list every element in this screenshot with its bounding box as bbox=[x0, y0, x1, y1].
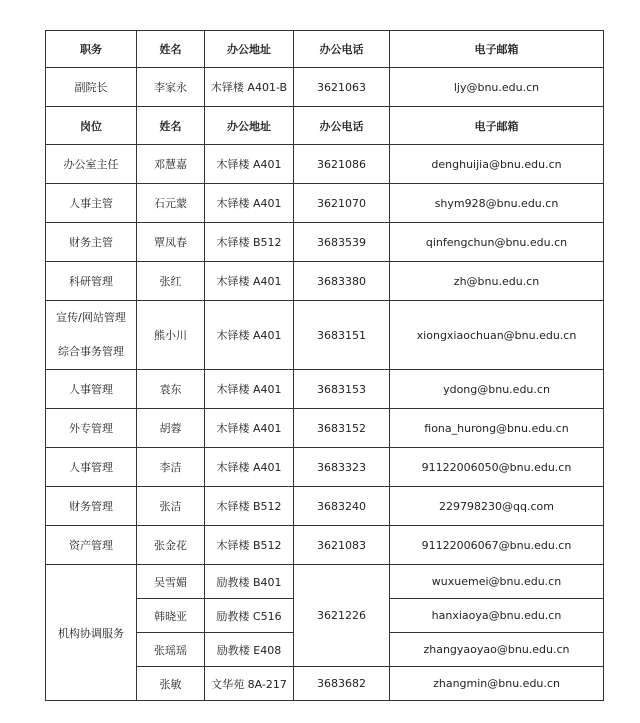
phone-cell: 3683323 bbox=[294, 448, 390, 487]
phone-cell: 3621086 bbox=[294, 145, 390, 184]
phone-cell: 3683539 bbox=[294, 223, 390, 262]
email-cell: zhangyaoyao@bnu.edu.cn bbox=[390, 633, 604, 667]
name-cell: 张洁 bbox=[137, 487, 205, 526]
email-cell: zhangmin@bnu.edu.cn bbox=[390, 667, 604, 701]
leader-row bbox=[46, 68, 604, 107]
header-email: 电子邮箱 bbox=[390, 31, 604, 68]
phone-cell: 3683380 bbox=[294, 262, 390, 301]
name-cell: 张敏 bbox=[137, 667, 205, 701]
staff-directory-table bbox=[45, 30, 604, 701]
header-phone: 办公电话 bbox=[294, 107, 390, 145]
name-cell: 邓慧嘉 bbox=[137, 145, 205, 184]
role-line-2: 综合事务管理 bbox=[58, 345, 124, 358]
name-cell: 张红 bbox=[137, 262, 205, 301]
phone-cell: 3683153 bbox=[294, 370, 390, 409]
header-address: 办公地址 bbox=[205, 107, 294, 145]
email-cell: zh@bnu.edu.cn bbox=[390, 262, 604, 301]
name-cell: 李洁 bbox=[137, 448, 205, 487]
phone-cell: 3683151 bbox=[294, 301, 390, 370]
email-cell: 91122006067@bnu.edu.cn bbox=[390, 526, 604, 565]
role-cell: 人事管理 bbox=[46, 370, 137, 409]
role-line-1: 宣传/网站管理 bbox=[56, 311, 126, 324]
leader-phone: 3621063 bbox=[294, 68, 390, 107]
header-row-top bbox=[46, 31, 604, 68]
address-cell: 励教楼 C516 bbox=[205, 599, 294, 633]
address-cell: 木铎楼 A401 bbox=[205, 448, 294, 487]
role-cell: 人事管理 bbox=[46, 448, 137, 487]
address-cell: 文华苑 8A-217 bbox=[205, 667, 294, 701]
header-name: 姓名 bbox=[137, 107, 205, 145]
table-row bbox=[46, 370, 604, 409]
name-cell: 张瑶瑶 bbox=[137, 633, 205, 667]
role-cell: 财务主管 bbox=[46, 223, 137, 262]
email-cell: fiona_hurong@bnu.edu.cn bbox=[390, 409, 604, 448]
address-cell: 木铎楼 B512 bbox=[205, 526, 294, 565]
name-cell: 韩晓亚 bbox=[137, 599, 205, 633]
table-row bbox=[46, 262, 604, 301]
header-role: 岗位 bbox=[46, 107, 137, 145]
header-name: 姓名 bbox=[137, 31, 205, 68]
table-row bbox=[46, 487, 604, 526]
address-cell: 木铎楼 A401 bbox=[205, 262, 294, 301]
leader-email: ljy@bnu.edu.cn bbox=[390, 68, 604, 107]
leader-name: 李家永 bbox=[137, 68, 205, 107]
name-cell: 张金花 bbox=[137, 526, 205, 565]
name-cell: 袁东 bbox=[137, 370, 205, 409]
address-cell: 励教楼 E408 bbox=[205, 633, 294, 667]
email-cell: qinfengchun@bnu.edu.cn bbox=[390, 223, 604, 262]
name-cell: 覃凤春 bbox=[137, 223, 205, 262]
table-row bbox=[46, 223, 604, 262]
table-row bbox=[46, 565, 604, 599]
header-address: 办公地址 bbox=[205, 31, 294, 68]
role-cell: 外专管理 bbox=[46, 409, 137, 448]
role-cell bbox=[46, 301, 137, 370]
address-cell: 木铎楼 B512 bbox=[205, 223, 294, 262]
name-cell: 胡蓉 bbox=[137, 409, 205, 448]
header-email: 电子邮箱 bbox=[390, 107, 604, 145]
address-cell: 木铎楼 A401 bbox=[205, 301, 294, 370]
phone-cell: 3683152 bbox=[294, 409, 390, 448]
address-cell: 木铎楼 B512 bbox=[205, 487, 294, 526]
name-cell: 熊小川 bbox=[137, 301, 205, 370]
address-cell: 木铎楼 A401 bbox=[205, 370, 294, 409]
email-cell: wuxuemei@bnu.edu.cn bbox=[390, 565, 604, 599]
address-cell: 木铎楼 A401 bbox=[205, 409, 294, 448]
role-cell: 人事主管 bbox=[46, 184, 137, 223]
table-row bbox=[46, 409, 604, 448]
email-cell: ydong@bnu.edu.cn bbox=[390, 370, 604, 409]
header-row-staff bbox=[46, 107, 604, 145]
service-role-cell: 机构协调服务 bbox=[46, 565, 137, 701]
header-role: 职务 bbox=[46, 31, 137, 68]
email-cell: 229798230@qq.com bbox=[390, 487, 604, 526]
leader-role: 副院长 bbox=[46, 68, 137, 107]
leader-address: 木铎楼 A401-B bbox=[205, 68, 294, 107]
table-row bbox=[46, 448, 604, 487]
role-cell: 科研管理 bbox=[46, 262, 137, 301]
email-cell: shym928@bnu.edu.cn bbox=[390, 184, 604, 223]
address-cell: 励教楼 B401 bbox=[205, 565, 294, 599]
address-cell: 木铎楼 A401 bbox=[205, 145, 294, 184]
name-cell: 吴雪媚 bbox=[137, 565, 205, 599]
table-row bbox=[46, 145, 604, 184]
table-row bbox=[46, 184, 604, 223]
email-cell: denghuijia@bnu.edu.cn bbox=[390, 145, 604, 184]
table-row bbox=[46, 301, 604, 370]
phone-cell: 3683240 bbox=[294, 487, 390, 526]
email-cell: 91122006050@bnu.edu.cn bbox=[390, 448, 604, 487]
service-phone-cell: 3621226 bbox=[294, 565, 390, 667]
role-cell: 资产管理 bbox=[46, 526, 137, 565]
phone-cell: 3621083 bbox=[294, 526, 390, 565]
role-cell: 财务管理 bbox=[46, 487, 137, 526]
header-phone: 办公电话 bbox=[294, 31, 390, 68]
table-row bbox=[46, 526, 604, 565]
role-cell: 办公室主任 bbox=[46, 145, 137, 184]
address-cell: 木铎楼 A401 bbox=[205, 184, 294, 223]
phone-cell: 3621070 bbox=[294, 184, 390, 223]
email-cell: xiongxiaochuan@bnu.edu.cn bbox=[390, 301, 604, 370]
name-cell: 石元蒙 bbox=[137, 184, 205, 223]
email-cell: hanxiaoya@bnu.edu.cn bbox=[390, 599, 604, 633]
phone-cell: 3683682 bbox=[294, 667, 390, 701]
